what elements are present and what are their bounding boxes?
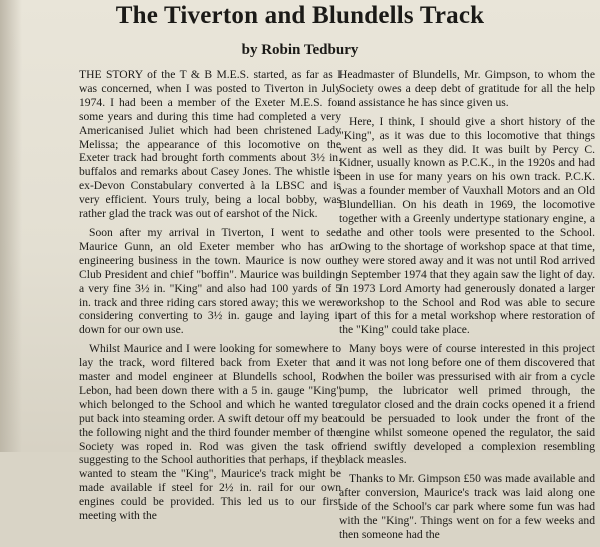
paragraph: Thanks to Mr. Gimpson £50 was made available and after conversion, Maurice's track was laid along one side of the School's car park where some fun was had with the "King". Things went on for a few weeks and then someone had the xyxy=(339,472,595,541)
paragraph: Many boys were of course interested in this project and it was not long before one of them discovered that when the boiler was pressurised with air from a cycle pump, the lubricator well primed through, the regulator closed and the drain cocks opened it a friend could be persuaded to look under the front of the engine whilst someone opened the regulator, the said friend swiftly developed a complexion resembling black measles. xyxy=(339,342,595,467)
paragraph: Headmaster of Blundells, Mr. Gimpson, to whom the Society owes a deep debt of gratitude for all the help and assistance he has since given us. xyxy=(339,68,595,109)
right-column xyxy=(339,68,595,547)
article-byline: by Robin Tedbury xyxy=(241,42,359,58)
left-column xyxy=(79,68,341,528)
paragraph: Here, I think, I should give a short history of the "King", as it was due to this locomotive that things went as well as they did. It was built by Percy C. Kidner, usually known as P.C.K., in the 1920s and had been in use for many years on his own track. P.C.K. was a founder member of Vauxhall Motors and an Old Blundellian. On his death in 1969, the locomotive together with a Greenly undertype stationary engine, a lathe and other tools were presented to the School. Owing to the shortage of workshop space at that time, they were stored away and it was not until Rod arrived in September 1974 that they again saw the light of day. In 1973 Lord Amorty had generously donated a larger workshop to the School and Rod was able to secure part of this for a metal workshop where restoration of the "King" could take place. xyxy=(339,114,595,337)
page-edge-shadow xyxy=(0,0,22,452)
paragraph: Whilst Maurice and I were looking for somewhere to lay the track, word filtered back from Exeter that a master and model engineer at Blundells school, Rod Lebon, had been down there with a 5 in. gauge "King" which belonged to the School and which he wanted to put back into steaming order. A swift detour off my beat the following night and the third founder member of the Society was roped in. Rod was given the task of suggesting to the School authorities that perhaps, if they wanted to steam the "King", Maurice's track might be made available if steel for 2½ in. rail for our own engines could be provided. This led us to our first meeting with the xyxy=(79,342,341,523)
paragraph: Soon after my arrival in Tiverton, I went to see Maurice Gunn, an old Exeter member who has an engineering business in the town. Maurice is now our Club President and chief "boffin". Maurice was building a very fine 3½ in. "King" and also had 100 yards of 5 in. track and three riding cars stored away; this we were considering converting to 3½ in. gauge and laying it down for our own use. xyxy=(79,225,341,337)
paragraph: THE STORY of the T & B M.E.S. started, as far as I was concerned, when I was posted to Tiverton in July 1974. I had been a member of the Exeter M.E.S. for some years and during this time had completed a very Americanised Juliet which had been christened Lady Melissa; the appearance of this locomotive on the Exeter track had brought forth comments about 3½ in. buffalos and remarks about Casey Jones. The whistle is ex-Devon Constabulary converted à la LBSC and is very efficient. Yours truly, being a local bobby, was rather glad the track was out of earshot of the Nick. xyxy=(79,68,341,221)
article-title: The Tiverton and Blundells Track xyxy=(115,2,485,29)
